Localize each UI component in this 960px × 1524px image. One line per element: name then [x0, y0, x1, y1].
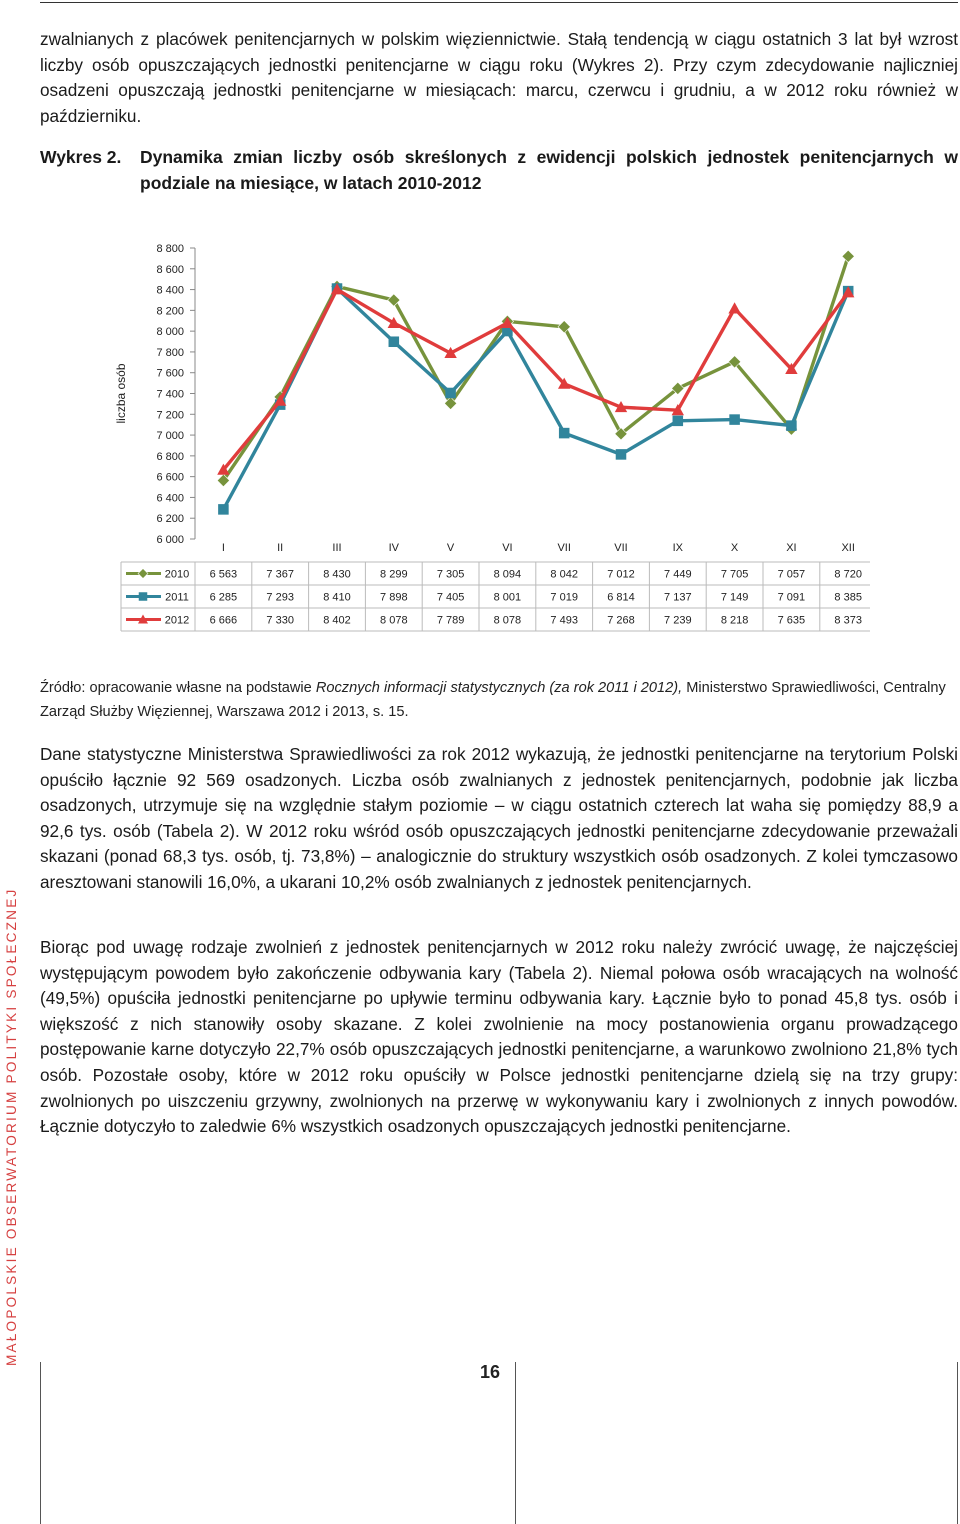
data-point-2011: [559, 428, 570, 439]
legend-series-name: 2011: [165, 591, 189, 604]
y-tick-label: 7 800: [156, 346, 184, 359]
y-tick-label: 6 400: [156, 492, 184, 505]
table-value: 7 789: [436, 614, 465, 627]
y-tick-label: 8 600: [156, 263, 184, 276]
table-value: 7 091: [777, 591, 806, 604]
body-paragraph-2: Biorąc pod uwagę rodzaje zwolnień z jednostek penitencjarnych w 2012 roku należy zwrócić uwagę, że najczęściej występującym powodem było zakończenie odbywania kary (Tabela 2). Niemal połowa osób wracających na wolność (49,5%) opuściła jednostki penitencjarne po upływie terminu odbywania kary. Łącznie było to ponad 45,8 tys. osób i większość z nich stanowiły osoby skazane. Z kolei zwolnienie na mocy postanowienia organu prowadzącego postępowanie karne dotyczyło 22,7% osób opuszczających jednostki penitencjarne, a warunkowo zwolniono 21,8% tych osób. Pozostałe osoby, które w 2012 roku opuściły w Polsce jednostki penitencjarne dzielą się na trzy grupy: zwolnionych po uiszczeniu grzywny, zwolnionych na przerwę w wykonywaniu kary i zwolnionych z innych powodów. Łącznie dotyczyło to zaledwie 6% wszystkich osadzonych opuszczających jednostki penitencjarne.: [40, 937, 958, 1137]
body-paragraph-1: Dane statystyczne Ministerstwa Sprawiedliwości za rok 2012 wykazują, że jednostki penitencjarne na terytorium Polski opuściło łącznie 92 569 osadzonych. Liczba osób zwalnianych z jednostek penitencjarnych, podobnie jak liczba osadzonych, utrzymuje się na względnie stałym poziomie – w ciągu ostatnich czterech lat waha się pomiędzy 88,9 a 92,6 tys. osób (Tabela 2). W 2012 roku wśród osób opuszczających jednostki penitencjarne zdecydowanie przeważali skazani (ponad 68,3 tys. osób, tj. 73,8%) – analogicznie do struktury wszystkich osób osadzonych. Z kolei tymczasowo aresztowani stanowili 16,0%, a ukarani 10,2% osób zwalnianych z jednostek penitencjarnych.: [40, 744, 958, 892]
table-value: 6 814: [607, 591, 635, 604]
table-value: 7 493: [550, 614, 578, 627]
y-tick-label: 8 800: [156, 243, 184, 255]
top-rule: [40, 2, 958, 3]
y-tick-label: 8 200: [156, 305, 184, 318]
table-value: 7 705: [720, 568, 749, 581]
x-category-label: XII: [841, 542, 855, 554]
x-category-label: II: [277, 542, 284, 554]
table-value: 7 057: [777, 568, 806, 581]
table-value: 8 299: [380, 568, 408, 581]
side-label-text: MAŁOPOLSKIE OBSERWATORIUM POLITYKI SPOŁECZNEJ: [4, 887, 19, 1366]
table-value: 8 385: [834, 591, 862, 604]
x-category-label: XI: [786, 542, 797, 554]
table-value: 8 720: [834, 568, 862, 581]
data-point-2011: [786, 420, 797, 431]
x-category-label: III: [332, 542, 342, 554]
side-label: [2, 0, 26, 1366]
x-category-label: IX: [672, 542, 684, 554]
right-margin-rule: [957, 1362, 958, 1524]
line-chart: [100, 232, 870, 642]
source-suffix: Ministerstwo Sprawiedliwości, Centralny Zarząd Służby Więziennej, Warszawa 2012 i 2013, s. 15.: [40, 680, 946, 720]
data-point-2011: [218, 504, 229, 515]
y-tick-label: 6 800: [156, 450, 184, 463]
data-point-2010: [558, 321, 570, 333]
data-point-2011: [445, 388, 456, 399]
legend-marker: [138, 569, 148, 579]
y-tick-label: 7 400: [156, 388, 184, 401]
data-point-2012: [728, 302, 740, 313]
table-value: 8 430: [323, 568, 351, 581]
chart-svg: [100, 232, 870, 642]
data-point-2011: [389, 336, 400, 347]
x-category-label: IV: [388, 542, 400, 554]
table-value: 8 042: [550, 568, 578, 581]
x-category-label: VII: [614, 542, 628, 554]
table-value: 7 293: [266, 591, 294, 604]
y-tick-label: 7 200: [156, 409, 184, 422]
table-value: 7 305: [436, 568, 465, 581]
y-tick-label: 6 000: [156, 534, 184, 546]
y-axis-title: liczba osób: [114, 363, 128, 424]
table-value: 7 330: [266, 614, 294, 627]
data-point-2011: [673, 416, 684, 427]
y-tick-label: 8 400: [156, 284, 184, 297]
y-tick-label: 8 000: [156, 326, 184, 339]
legend-series-name: 2012: [164, 614, 190, 627]
legend-marker: [139, 592, 148, 601]
intro-paragraph: zwalnianych z placówek penitencjarnych w polskim więziennictwie. Stałą tendencją w ciągu ostatnich 3 lat był wzrost liczby osób opuszczających jednostki penitencjarne w ciągu roku (Wykres 2). Przy czym zdecydowanie najliczniej osadzeni opuszczają jednostki penitencjarne w miesiącach: marcu, czerwcu i grudniu, a w 2012 roku również w październiku.: [40, 29, 958, 126]
table-value: 6 285: [209, 591, 238, 604]
data-point-2010: [842, 250, 854, 262]
table-value: 7 239: [664, 614, 692, 627]
table-value: 8 402: [323, 614, 351, 627]
table-value: 8 001: [493, 591, 522, 604]
x-category-label: V: [446, 542, 455, 554]
x-category-label: I: [221, 542, 225, 554]
table-value: 8 094: [493, 568, 522, 581]
figure-label: Wykres 2.: [40, 147, 122, 167]
source-prefix: Źródło: opracowanie własne na podstawie: [40, 680, 316, 696]
table-value: 8 373: [834, 614, 862, 627]
data-point-2010: [388, 294, 400, 306]
table-value: 7 149: [720, 591, 749, 604]
y-tick-label: 6 600: [156, 471, 184, 484]
table-value: 8 078: [493, 614, 522, 627]
y-tick-label: 7 000: [156, 430, 184, 443]
table-value: 7 367: [266, 568, 294, 581]
legend-series-name: 2010: [164, 568, 190, 581]
source-title: Rocznych informacji statystycznych (za rok 2011 i 2012),: [315, 680, 683, 696]
x-category-label: VI: [502, 542, 513, 554]
page-number: 16: [479, 1362, 501, 1382]
center-rule: [515, 1362, 516, 1524]
table-value: 7 019: [550, 591, 578, 604]
table-value: 7 405: [436, 591, 465, 604]
y-tick-label: 6 200: [156, 513, 184, 526]
y-tick-label: 7 600: [156, 367, 184, 380]
table-value: 7 137: [664, 591, 692, 604]
x-category-label: VII: [557, 542, 571, 554]
table-value: 7 898: [380, 591, 408, 604]
series-line-2010: [223, 256, 848, 480]
data-point-2011: [729, 414, 740, 425]
table-value: 8 078: [380, 614, 408, 627]
table-value: 7 449: [664, 568, 692, 581]
table-value: 7 635: [777, 614, 806, 627]
left-margin-rule: [40, 1362, 41, 1524]
table-value: 6 666: [209, 614, 238, 627]
source-note: [40, 676, 958, 724]
figure-title: Dynamika zmian liczby osób skreślonych z ewidencji polskich jednostek penitencjarnych w podziale na miesiące, w latach 2010-2012: [140, 147, 958, 193]
table-value: 6 563: [209, 568, 238, 581]
table-value: 7 268: [607, 614, 635, 627]
table-value: 8 218: [720, 614, 749, 627]
data-point-2011: [616, 449, 627, 460]
x-category-label: X: [730, 542, 739, 554]
table-value: 7 012: [607, 568, 635, 581]
table-value: 8 410: [323, 591, 351, 604]
